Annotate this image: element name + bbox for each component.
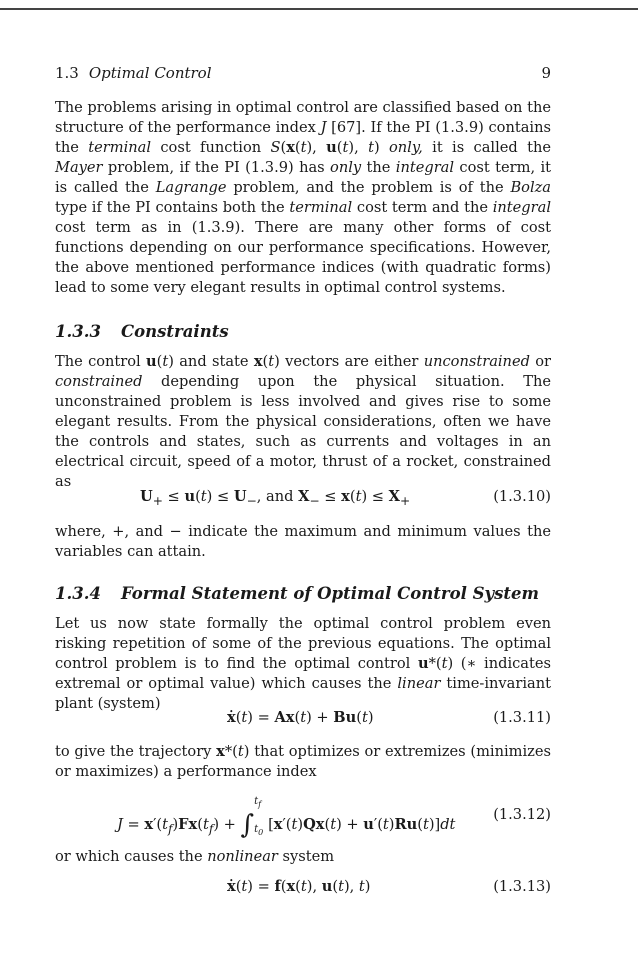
text-run: ẋ (227, 709, 236, 726)
page-number: 9 (541, 64, 551, 82)
text-run: dt (440, 816, 456, 833)
text-run: ẋ (227, 878, 236, 895)
text-run: ) ≤ (206, 488, 234, 505)
text-run: ) (373, 139, 389, 156)
text-run: )] (428, 816, 441, 833)
equation-lhs (117, 816, 241, 836)
equation-integrand (268, 816, 455, 833)
text-run: x (286, 139, 295, 156)
text-run: The control (55, 353, 147, 370)
text-run: ) vectors are either (274, 353, 424, 370)
text-run: ≤ (319, 488, 342, 505)
text-run: u (321, 878, 333, 895)
section-number: 1.3.4 (55, 584, 101, 603)
text-run: u (326, 139, 337, 156)
text-run: The problems arising in optimal control are classified based on the structure of the performance index (55, 99, 551, 136)
text-run: t (441, 655, 448, 672)
text-run: t (338, 878, 344, 895)
text-run: ( (349, 488, 356, 505)
text-run: + (399, 493, 411, 508)
text-run: = (122, 816, 145, 833)
text-run: ) = (247, 709, 275, 726)
text-run: Mayer (55, 159, 103, 176)
text-run: nonlinear (207, 848, 278, 865)
equation-1-3-11 (55, 709, 551, 731)
integral-limits (254, 796, 268, 837)
text-run: Lagrange (155, 179, 227, 196)
text-run: depending upon the physical situation. The unconstrained problem is less involved and gives rise to some elegant results. From the physical considerations, often we have the controls and states, such as currents and voltages in an electrical circuit, speed of a motor, thrust of a rocket, constrained as (55, 373, 551, 490)
text-run: ( (295, 878, 301, 895)
text-run: u (417, 655, 429, 672)
text-run: t (241, 709, 248, 726)
text-run: Ax (274, 709, 295, 726)
text-run: ′( (153, 816, 163, 833)
text-run: Bu (333, 709, 357, 726)
text-run: linear (397, 675, 441, 692)
text-run: system (277, 848, 335, 865)
text-run: X (298, 488, 310, 505)
text-run: t (202, 816, 209, 833)
text-run: t (162, 816, 168, 833)
text-run: ) (367, 709, 374, 726)
text-run: ( (280, 878, 287, 895)
text-run: ( (235, 709, 242, 726)
text-run: *( (224, 743, 238, 760)
text-run: ( (235, 878, 242, 895)
text-run: cost function (151, 139, 271, 156)
equation-number: (1.3.10) (493, 488, 551, 505)
text-run: unconstrained (423, 353, 530, 370)
running-header (55, 64, 551, 84)
text-run: t (162, 353, 169, 370)
text-run: Bolza (510, 179, 552, 196)
text-run: U (233, 488, 247, 505)
paragraph-trajectory (55, 742, 551, 782)
text-run: ( (294, 709, 301, 726)
text-run: ( (356, 709, 362, 726)
text-run: ) (∗ indicates extremal or optimal value) which causes the (55, 655, 551, 692)
text-run: X (388, 488, 400, 505)
text-run: U (140, 488, 153, 505)
text-run: ) = (247, 878, 275, 895)
text-run: t (368, 139, 374, 156)
text-run: t (300, 139, 307, 156)
text-run: t (241, 878, 248, 895)
text-run: t (300, 878, 307, 895)
text-run: x (216, 743, 225, 760)
paragraph-formal-statement (55, 614, 551, 714)
text-run: u (363, 816, 374, 833)
text-run: t (237, 743, 244, 760)
equation-body (117, 796, 456, 840)
text-run: x (144, 816, 154, 833)
header-section (55, 64, 212, 82)
text-run: t (361, 709, 368, 726)
text-run: Fx (178, 816, 198, 833)
text-run: ′( (373, 816, 383, 833)
limit-subscript: 0 (258, 828, 264, 837)
text-run: Let us now state formally the optimal control problem even risking repetition of some of the previous equations. The optimal control problem is to find the optimal control (55, 615, 551, 672)
equation-body (227, 878, 371, 895)
text-run: J (320, 119, 327, 136)
text-run: ( (195, 488, 201, 505)
text-run: ( (417, 816, 423, 833)
text-run: t (330, 816, 337, 833)
paragraph-performance-index (55, 98, 551, 298)
section-title: Formal Statement of Optimal Control System (121, 584, 539, 603)
top-rule (0, 8, 638, 10)
limit-subscript: f (258, 800, 262, 809)
section-number: 1.3.3 (55, 322, 101, 341)
text-run: integral (395, 159, 455, 176)
equation-1-3-10 (55, 488, 551, 510)
text-run: S (270, 139, 281, 156)
text-run: t (291, 816, 298, 833)
text-run: ( (197, 816, 203, 833)
text-run: only, (388, 139, 423, 156)
text-run: ≤ (162, 488, 185, 505)
text-run: f (167, 821, 173, 836)
text-run: ( (324, 816, 331, 833)
text-run: ), (306, 139, 327, 156)
text-run: ) (388, 816, 395, 833)
text-run: where, +, and − indicate the maximum and minimum values the variables can attain. (55, 523, 551, 560)
text-run: to give the trajectory (55, 743, 217, 760)
text-run: constrained (55, 373, 143, 390)
integral-upper-limit: $t_f$ (254, 796, 262, 809)
text-run: f (208, 821, 214, 836)
text-run: ( (156, 353, 163, 370)
text-run: t (358, 878, 365, 895)
paragraph-constraint-signs (55, 522, 551, 562)
text-run: the (361, 159, 396, 176)
equation-number: (1.3.11) (493, 709, 551, 726)
text-run: ) + (306, 709, 334, 726)
text-run: + (152, 493, 163, 508)
text-run: ) that optimizes or extremizes (minimizes or maximizes) a performance index (55, 743, 551, 780)
text-run: ( (336, 139, 343, 156)
text-run: ), (348, 139, 369, 156)
text-run: [67]. If the PI (1.3.9) contains the (55, 119, 551, 156)
text-run: terminal (88, 139, 152, 156)
text-run: J (117, 816, 123, 833)
text-run: x (341, 488, 350, 505)
text-run: time-invariant plant (system) (55, 675, 551, 712)
text-run: − (246, 493, 257, 508)
text-run: t (355, 488, 362, 505)
text-run: u (184, 488, 196, 505)
equation-number: (1.3.13) (493, 878, 551, 895)
paragraph-nonlinear (55, 847, 551, 867)
text-run: ), (306, 878, 322, 895)
equation-body (140, 488, 410, 508)
text-run: [ (268, 816, 274, 833)
text-run: Qx (303, 816, 325, 833)
text-run: − (309, 493, 320, 508)
header-section-title: Optimal Control (88, 64, 212, 82)
equation-1-3-13 (55, 878, 551, 900)
text-run: problem, and the problem is of the (226, 179, 511, 196)
text-run: t (382, 816, 389, 833)
text-run: cost term as in (1.3.9). There are many other forms of cost functions depending on our performance specifications. However, the above mentioned performance indices (with quadratic forms) lead to some very elegant results in optimal control systems. (55, 219, 551, 296)
text-run: only (330, 159, 362, 176)
text-run: *( (428, 655, 442, 672)
text-run: Ru (394, 816, 418, 833)
text-run: ) and state (168, 353, 254, 370)
equation-number: (1.3.12) (493, 806, 551, 823)
text-run: it is called the (422, 139, 551, 156)
text-run: , and (256, 488, 299, 505)
text-run: or which causes the (55, 848, 208, 865)
text-run: ) (172, 816, 179, 833)
integral-lower-limit: $t_0$ (254, 824, 264, 837)
section-heading-formal-statement (55, 584, 551, 603)
text-run: cost term, it is called the (55, 159, 551, 196)
text-run: integral (492, 199, 551, 216)
text-run: or (529, 353, 552, 370)
text-run: ( (262, 353, 269, 370)
text-run: ) + (213, 816, 241, 833)
text-run: x (253, 353, 263, 370)
section-title: Constraints (121, 322, 229, 341)
section-heading-constraints (55, 322, 551, 341)
text-run: type if the PI contains both the (55, 199, 290, 216)
text-run: t (422, 816, 429, 833)
text-run: problem, if the PI (1.3.9) has (102, 159, 331, 176)
text-run: terminal (289, 199, 353, 216)
text-run: t (300, 709, 307, 726)
text-run: ( (332, 878, 339, 895)
equation-body (227, 709, 374, 726)
text-run: ) (364, 878, 371, 895)
text-run: f (274, 878, 281, 895)
text-run: u (146, 353, 157, 370)
text-run: ( (294, 139, 301, 156)
paragraph-constraints (55, 352, 551, 492)
text-run: ( (280, 139, 287, 156)
integral-sign: ∫ (240, 810, 255, 840)
text-run: ′( (282, 816, 292, 833)
equation-1-3-12 (55, 796, 551, 842)
text-run: ) (297, 816, 304, 833)
text-run: ) + (336, 816, 364, 833)
text-run: ), (343, 878, 359, 895)
text-run: t (342, 139, 349, 156)
header-section-number: 1.3 (55, 64, 79, 82)
text-run: t (268, 353, 275, 370)
text-run: x (273, 816, 283, 833)
text-run: ) ≤ (361, 488, 389, 505)
text-run: x (286, 878, 296, 895)
text-run: cost term and the (352, 199, 493, 216)
text-run: t (200, 488, 207, 505)
